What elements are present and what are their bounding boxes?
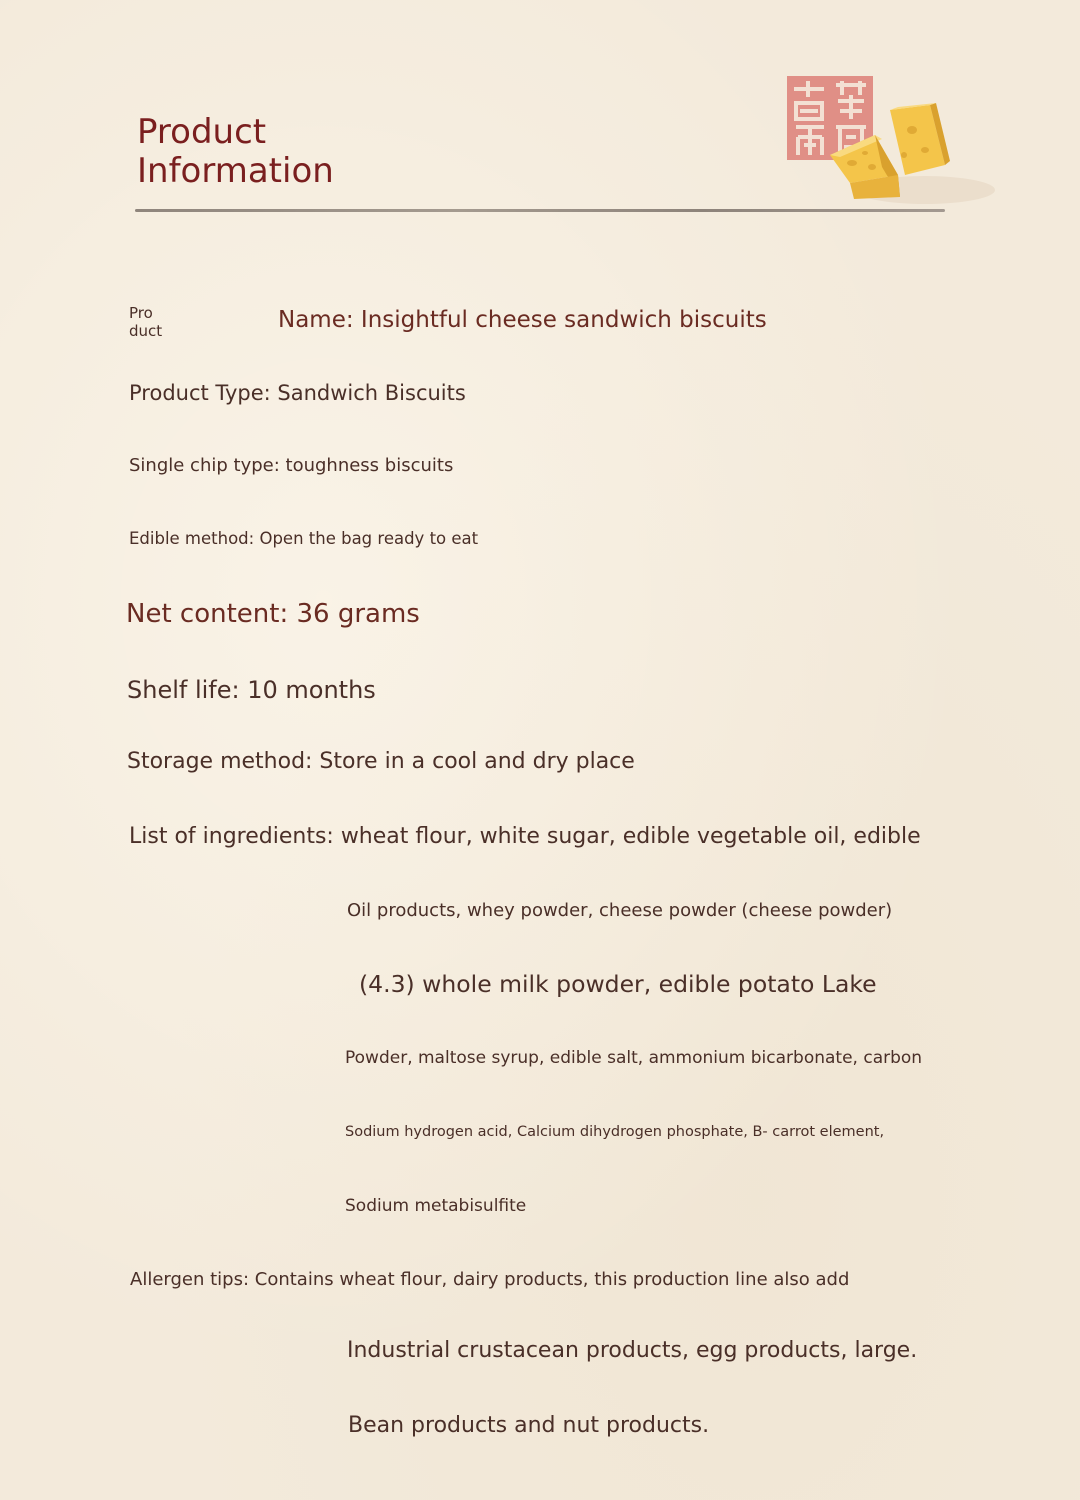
- title-line-2: Information: [137, 151, 334, 191]
- allergen-line: Allergen tips: Contains wheat flour, dairy products, this production line also add: [130, 1269, 850, 1290]
- title-line-1: Product: [137, 112, 267, 152]
- ingredients-line: (4.3) whole milk powder, edible potato Lake: [359, 970, 877, 998]
- product-label: [129, 304, 162, 340]
- product-label-line-1: Pro: [129, 304, 153, 322]
- allergen-line: Bean products and nut products.: [348, 1413, 710, 1438]
- single-chip-type: Single chip type: toughness biscuits: [129, 455, 454, 476]
- title-divider: [135, 209, 945, 212]
- ingredients-line: Powder, maltose syrup, edible salt, ammonium bicarbonate, carbon: [345, 1048, 923, 1068]
- product-name: Name: Insightful cheese sandwich biscuits: [278, 307, 767, 333]
- storage-method: Storage method: Store in a cool and dry place: [127, 749, 635, 774]
- ingredients-line: Oil products, whey powder, cheese powder (cheese powder): [347, 900, 893, 921]
- product-label-line-2: duct: [129, 322, 163, 340]
- product-type: Product Type: Sandwich Biscuits: [129, 381, 466, 405]
- ingredients-line: Sodium metabisulfite: [345, 1196, 527, 1216]
- shelf-life: Shelf life: 10 months: [127, 676, 376, 704]
- page-title: [137, 113, 537, 191]
- ingredients-line: List of ingredients: wheat flour, white sugar, edible vegetable oil, edible: [129, 824, 921, 849]
- net-content: Net content: 36 grams: [126, 599, 420, 629]
- ingredients-line: Sodium hydrogen acid, Calcium dihydrogen phosphate, B- carrot element,: [345, 1124, 885, 1140]
- allergen-line: Industrial crustacean products, egg products, large.: [347, 1338, 918, 1363]
- cheese-icon: [820, 95, 1000, 215]
- edible-method: Edible method: Open the bag ready to eat: [129, 529, 479, 548]
